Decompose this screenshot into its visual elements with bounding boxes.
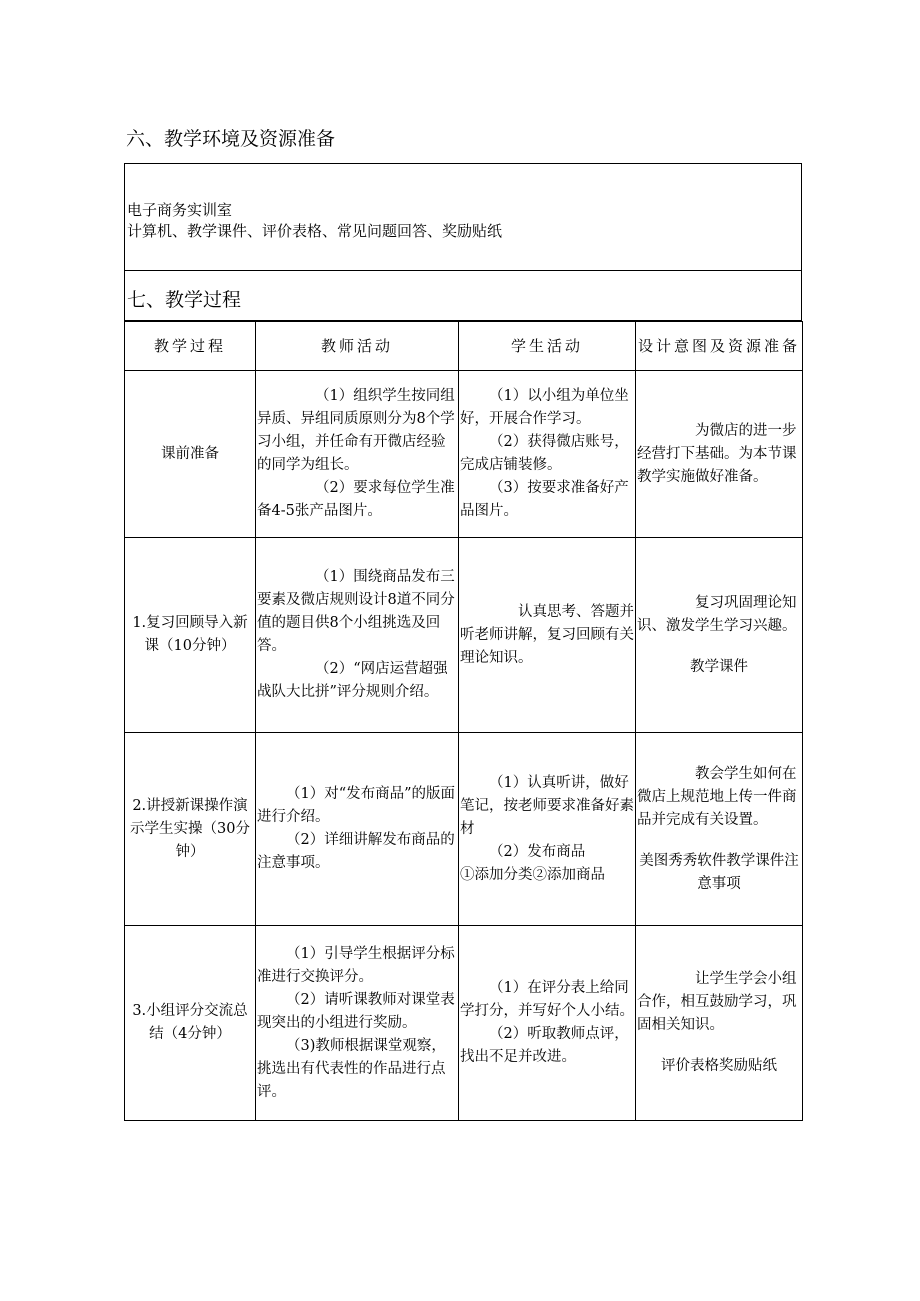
student-cell [459, 926, 636, 1121]
resources-box [124, 163, 802, 271]
table-header-row [125, 322, 803, 371]
section-6-heading: 六、教学环境及资源准备 [126, 128, 336, 150]
student-item: 认真思考、答题并听老师讲解，复习回顾有关理论知识。 [460, 603, 634, 666]
student-item: （2）获得微店账号，完成店铺装修。 [460, 434, 629, 473]
student-item: （2）听取教师点评，找出不足并改进。 [460, 1026, 629, 1065]
student-cell [459, 733, 636, 926]
table-row [125, 538, 803, 733]
teacher-item: （2）“网店运营超强战队大比拼”评分规则介绍。 [257, 661, 448, 700]
student-item: （1）在评分表上给同学打分，并写好个人小结。 [460, 980, 634, 1019]
student-item: （1）以小组为单位坐好，开展合作学习。 [460, 388, 629, 427]
student-item: （3）按要求准备好产品图片。 [460, 480, 629, 519]
teacher-item: （2）要求每位学生准备4-5张产品图片。 [257, 480, 455, 519]
resource-text: 评价表格奖励贴纸 [661, 1058, 777, 1074]
student-item: （2）发布商品 [489, 843, 586, 860]
design-text: 为微店的进一步经营打下基础。为本节课教学实施做好准备。 [637, 422, 797, 485]
teacher-item: （1）围绕商品发布三要素及微店规则设计8道不同分值的题目供8个小组挑选及回答。 [257, 569, 455, 654]
design-cell [636, 371, 803, 538]
design-text: 复习巩固理论知识、激发学生学习兴趣。 [637, 594, 797, 634]
teacher-item: （1）对“发布商品”的版面进行介绍。 [257, 786, 456, 825]
student-item: ①添加分类②添加商品 [460, 866, 605, 883]
process-cell: 1.复习回顾导入新课（10分钟） [125, 538, 256, 733]
student-cell [459, 371, 636, 538]
teacher-cell [256, 926, 459, 1121]
process-cell: 2.讲授新课操作演示学生实操（30分钟） [125, 733, 256, 926]
resource-line: 电子商务实训室 [127, 201, 233, 219]
teacher-item: （2）详细讲解发布商品的注意事项。 [257, 832, 455, 871]
table-row [125, 926, 803, 1121]
teacher-item: （3)教师根据课堂观察，挑选出有代表性的作品进行点评。 [257, 1037, 446, 1100]
teacher-cell [256, 538, 459, 733]
header-student: 学生活动 [459, 322, 636, 371]
teacher-cell [256, 733, 459, 926]
teaching-process-table [124, 321, 803, 1121]
section-7-heading: 七、教学过程 [127, 289, 242, 311]
section-7-box [124, 271, 802, 321]
resource-line: 计算机、教学课件、评价表格、常见问题回答、奖励贴纸 [127, 222, 503, 240]
design-cell [636, 926, 803, 1121]
table-row [125, 733, 803, 926]
teacher-item: （1）引导学生根据评分标准进行交换评分。 [257, 945, 455, 985]
design-cell [636, 538, 803, 733]
process-cell: 3.小组评分交流总结（4分钟） [125, 926, 256, 1121]
header-design: 设计意图及资源准备 [636, 322, 803, 371]
resource-text: 美图秀秀软件教学课件注意事项 [639, 852, 799, 892]
design-cell [636, 733, 803, 926]
header-teacher: 教师活动 [256, 322, 459, 371]
header-process: 教学过程 [125, 322, 256, 371]
table-row [125, 371, 803, 538]
process-cell: 课前准备 [125, 371, 256, 538]
design-text: 让学生学会小组合作，相互鼓励学习，巩固相关知识。 [637, 971, 797, 1033]
teacher-cell [256, 371, 459, 538]
student-item: （1）认真听讲，做好笔记，按老师要求准备好素材 [460, 774, 634, 837]
design-text: 教会学生如何在微店上规范地上传一件商品并完成有关设置。 [637, 765, 797, 828]
resource-text: 教学课件 [690, 658, 748, 675]
teacher-item: （2）请听课教师对课堂表现突出的小组进行奖励。 [257, 991, 455, 1031]
teacher-item: （1）组织学生按同组异质、异组同质原则分为8个学习小组，并任命有开微店经验的同学为组长。 [257, 388, 455, 473]
student-cell [459, 538, 636, 733]
